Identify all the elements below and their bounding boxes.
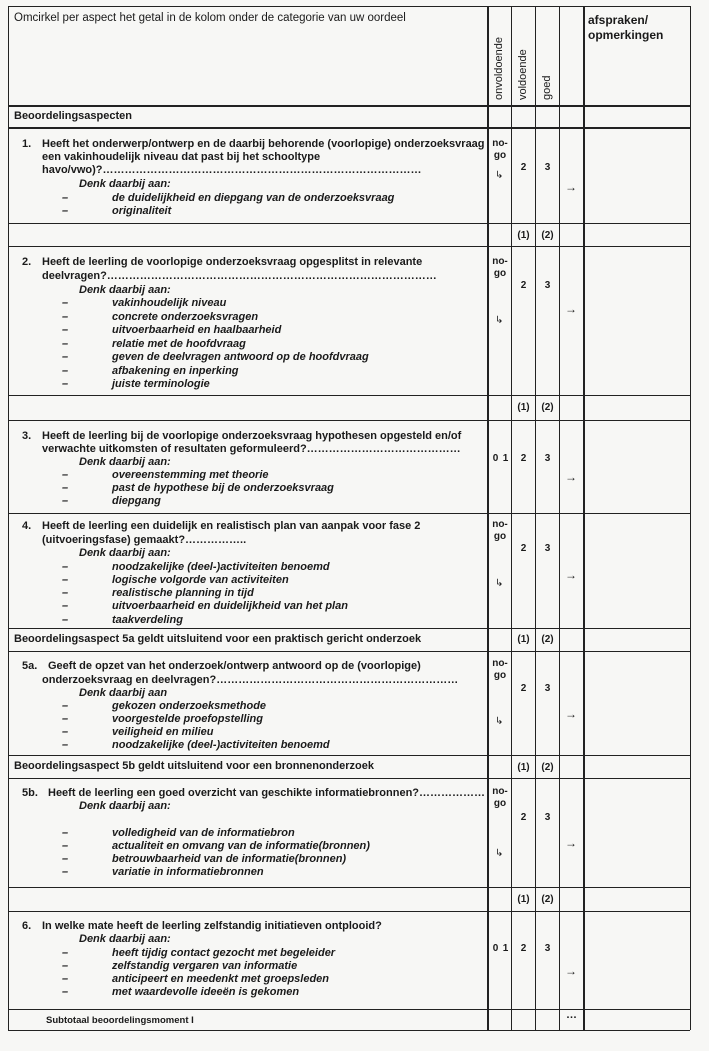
question-number: 6. [22, 920, 32, 932]
row-line [8, 887, 690, 888]
list-item: uitvoerbaarheid en duidelijkheid van het plan [112, 600, 348, 612]
list-dash: – [62, 739, 69, 751]
list-dash: – [62, 574, 69, 586]
list-item: heeft tijdig contact gezocht met begeleider [112, 947, 336, 959]
score-3[interactable]: 3 [544, 280, 551, 291]
score-3[interactable]: 3 [544, 812, 551, 823]
list-item: de duidelijkheid en diepgang van de onderzoeksvraag [112, 192, 395, 204]
question-line: onderzoeksvraag en deelvragen?………………………………………………………… [42, 674, 459, 686]
list-item: met waardevolle ideeën is gekomen [112, 986, 300, 998]
list-dash: – [62, 495, 69, 507]
score-0[interactable]: 0 [492, 943, 499, 954]
list-item: actualiteit en omvang van de informatie(bronnen) [112, 840, 370, 852]
table-bottom-border [8, 1030, 690, 1031]
question-line: Heeft het onderwerp/ontwerp en de daarbij behorende (voorlopige) onderzoeksvraag [42, 138, 485, 150]
question-line: deelvragen?……………………………………………………………………………… [42, 270, 437, 282]
list-dash: – [62, 853, 69, 865]
list-dash: – [62, 205, 69, 217]
question-1 [22, 138, 485, 223]
question-5b [22, 787, 486, 882]
list-dash: – [62, 365, 69, 377]
question-line: (uitvoeringsfase) gemaakt?…………….. [42, 534, 247, 546]
list-dash: – [62, 469, 69, 481]
instruction-text: Omcirkel per aspect het getal in de kolom onder de categorie van uw oordeel [14, 12, 406, 24]
row-line [8, 420, 690, 421]
list-item: voorgestelde proefopstelling [112, 713, 263, 725]
list-item: vakinhoudelijk niveau [112, 297, 227, 309]
arrow-icon: → [565, 302, 577, 316]
list-item: juiste terminologie [112, 378, 210, 390]
table-left-border [8, 6, 9, 1030]
column-divider-4 [559, 6, 560, 1030]
score-paren-2: (2) [541, 894, 554, 905]
score-2[interactable]: 2 [520, 280, 527, 291]
list-dash: – [62, 338, 69, 350]
score-3[interactable]: 3 [544, 943, 551, 954]
question-line: Heeft de leerling bij de voorlopige onderzoeksvraag hypothesen opgesteld en/of [42, 430, 462, 442]
column-header-onvoldoende: onvoldoende [493, 36, 505, 100]
section-5b-title: Beoordelingsaspect 5b geldt uitsluitend voor een bronnenonderzoek [14, 760, 374, 772]
nogo-cell: no- go [492, 519, 508, 542]
question-number: 3. [22, 430, 32, 442]
row-line [8, 755, 690, 756]
list-item: volledigheid van de informatiebron [112, 827, 295, 839]
score-paren-1: (1) [517, 230, 530, 241]
hook-arrow-icon: ↳ [495, 848, 504, 859]
subtotal-label: Subtotaal beoordelingsmoment I [46, 1015, 194, 1026]
score-paren-2: (2) [541, 402, 554, 413]
row-line [8, 651, 690, 652]
list-item: variatie in informatiebronnen [112, 866, 264, 878]
list-dash: – [62, 700, 69, 712]
list-item: logische volgorde van activiteiten [112, 574, 289, 586]
think-label: Denk daarbij aan [79, 687, 168, 699]
question-line: In welke mate heeft de leerling zelfstandig initiatieven ontplooid? [42, 920, 382, 932]
score-3[interactable]: 3 [544, 453, 551, 464]
list-item: betrouwbaarheid van de informatie(bronnen) [112, 853, 347, 865]
think-label: Denk daarbij aan: [79, 800, 171, 812]
score-3[interactable]: 3 [544, 543, 551, 554]
list-dash: – [62, 561, 69, 573]
list-item: veiligheid en milieu [112, 726, 214, 738]
question-line: Geeft de opzet van het onderzoek/ontwerp antwoord op de (voorlopige) [48, 660, 421, 672]
score-1[interactable]: 1 [502, 943, 509, 954]
question-number: 2. [22, 256, 32, 268]
question-2 [22, 256, 482, 391]
list-item: originaliteit [112, 205, 172, 217]
list-item: uitvoerbaarheid en haalbaarheid [112, 324, 282, 336]
score-1[interactable]: 1 [502, 453, 509, 464]
score-3[interactable]: 3 [544, 162, 551, 173]
list-dash: – [62, 192, 69, 204]
column-divider-2 [511, 6, 512, 1030]
score-paren-2: (2) [541, 230, 554, 241]
score-paren-2: (2) [541, 634, 554, 645]
think-label: Denk daarbij aan: [79, 284, 171, 296]
question-number: 4. [22, 520, 32, 532]
list-item: noodzakelijke (deel-)activiteiten benoemd [112, 561, 330, 573]
question-3 [22, 430, 482, 510]
list-dash: – [62, 973, 69, 985]
list-item: overeenstemming met theorie [112, 469, 269, 481]
list-dash: – [62, 866, 69, 878]
row-line [8, 628, 690, 629]
score-2[interactable]: 2 [520, 812, 527, 823]
think-label: Denk daarbij aan: [79, 178, 171, 190]
list-dash: – [62, 614, 69, 626]
list-dash: – [62, 297, 69, 309]
list-dash: – [62, 947, 69, 959]
list-dash: – [62, 986, 69, 998]
question-number: 5a. [22, 660, 38, 672]
list-dash: – [62, 960, 69, 972]
question-line: Heeft de leerling een duidelijk en realistisch plan van aanpak voor fase 2 [42, 520, 421, 532]
list-dash: – [62, 726, 69, 738]
question-number: 5b. [22, 787, 38, 799]
score-paren-1: (1) [517, 634, 530, 645]
list-item: geven de deelvragen antwoord op de hoofdvraag [112, 351, 369, 363]
table-right-border [690, 6, 691, 1030]
list-dash: – [62, 713, 69, 725]
nogo-cell: no- go [492, 138, 508, 161]
think-label: Denk daarbij aan: [79, 456, 171, 468]
row-line [8, 246, 690, 247]
question-4 [22, 520, 482, 625]
list-item: anticipeert en meedenkt met groepsleden [112, 973, 330, 985]
row-line [8, 911, 690, 912]
arrow-icon: → [565, 568, 577, 582]
nogo-cell: no- go [492, 658, 508, 681]
score-2[interactable]: 2 [520, 543, 527, 554]
column-header-goed: goed [541, 75, 553, 100]
hook-arrow-icon: ↳ [495, 315, 504, 326]
subtotal-value: … [566, 1009, 577, 1021]
think-label: Denk daarbij aan: [79, 933, 171, 945]
question-number: 1. [22, 138, 32, 150]
score-paren-1: (1) [517, 894, 530, 905]
list-dash: – [62, 600, 69, 612]
row-line [8, 105, 690, 107]
question-line: verwachte uitkomsten of resultaten geformuleerd?…………………………………… [42, 443, 461, 455]
arrow-icon: → [565, 964, 577, 978]
question-line: een vakinhoudelijk niveau dat past bij het schooltype [42, 151, 321, 163]
question-line: Heeft de leerling de voorlopige onderzoeksvraag opgesplitst in relevante [42, 256, 423, 268]
list-item: past de hypothese bij de onderzoeksvraag [112, 482, 334, 494]
list-dash: – [62, 840, 69, 852]
think-label: Denk daarbij aan: [79, 547, 171, 559]
list-dash: – [62, 378, 69, 390]
section-title: Beoordelingsaspecten [14, 110, 132, 122]
hook-arrow-icon: ↳ [495, 170, 504, 181]
column-divider-3 [535, 6, 536, 1030]
score-2[interactable]: 2 [520, 943, 527, 954]
list-dash: – [62, 324, 69, 336]
nogo-cell: no- go [492, 786, 508, 809]
hook-arrow-icon: ↳ [495, 578, 504, 589]
row-line [8, 395, 690, 396]
list-item: realistische planning in tijd [112, 587, 254, 599]
section-5a-title: Beoordelingsaspect 5a geldt uitsluitend voor een praktisch gericht onderzoek [14, 633, 422, 645]
question-5a [22, 660, 482, 755]
list-item: afbakening en inperking [112, 365, 239, 377]
row-line [8, 1009, 690, 1010]
question-line: havo/vwo)?…………………………………………………………………………… [42, 164, 422, 176]
nogo-cell: no- go [492, 256, 508, 279]
score-paren-2: (2) [541, 762, 554, 773]
remarks-header-line1: afspraken/ [588, 13, 649, 27]
table-top-border [8, 6, 690, 7]
score-2[interactable]: 2 [520, 162, 527, 173]
list-item: concrete onderzoeksvragen [112, 311, 259, 323]
list-item: zelfstandig vergaren van informatie [112, 960, 298, 972]
row-line [8, 513, 690, 514]
list-dash: – [62, 827, 69, 839]
list-dash: – [62, 351, 69, 363]
arrow-icon: → [565, 470, 577, 484]
list-item: gekozen onderzoeksmethode [112, 700, 267, 712]
score-paren-1: (1) [517, 762, 530, 773]
arrow-icon: → [565, 707, 577, 721]
row-line [8, 223, 690, 224]
column-header-voldoende: voldoende [517, 49, 529, 100]
score-2[interactable]: 2 [520, 683, 527, 694]
score-0[interactable]: 0 [492, 453, 499, 464]
question-6 [22, 920, 482, 1005]
score-3[interactable]: 3 [544, 683, 551, 694]
list-item: taakverdeling [112, 614, 183, 626]
list-dash: – [62, 311, 69, 323]
remarks-header [588, 13, 663, 43]
arrow-icon: → [565, 836, 577, 850]
remarks-box-edge [583, 127, 585, 223]
hook-arrow-icon: ↳ [495, 716, 504, 727]
list-item: relatie met de hoofdvraag [112, 338, 246, 350]
score-2[interactable]: 2 [520, 453, 527, 464]
row-line [8, 127, 690, 129]
row-line [8, 778, 690, 779]
remarks-header-line2: opmerkingen [588, 28, 664, 42]
list-item: noodzakelijke (deel-)activiteiten benoemd [112, 739, 330, 751]
arrow-icon: → [565, 180, 577, 194]
list-dash: – [62, 587, 69, 599]
list-dash: – [62, 482, 69, 494]
question-line: Heeft de leerling een goed overzicht van geschikte informatiebronnen?……………… [48, 787, 486, 799]
list-item: diepgang [112, 495, 161, 507]
score-paren-1: (1) [517, 402, 530, 413]
